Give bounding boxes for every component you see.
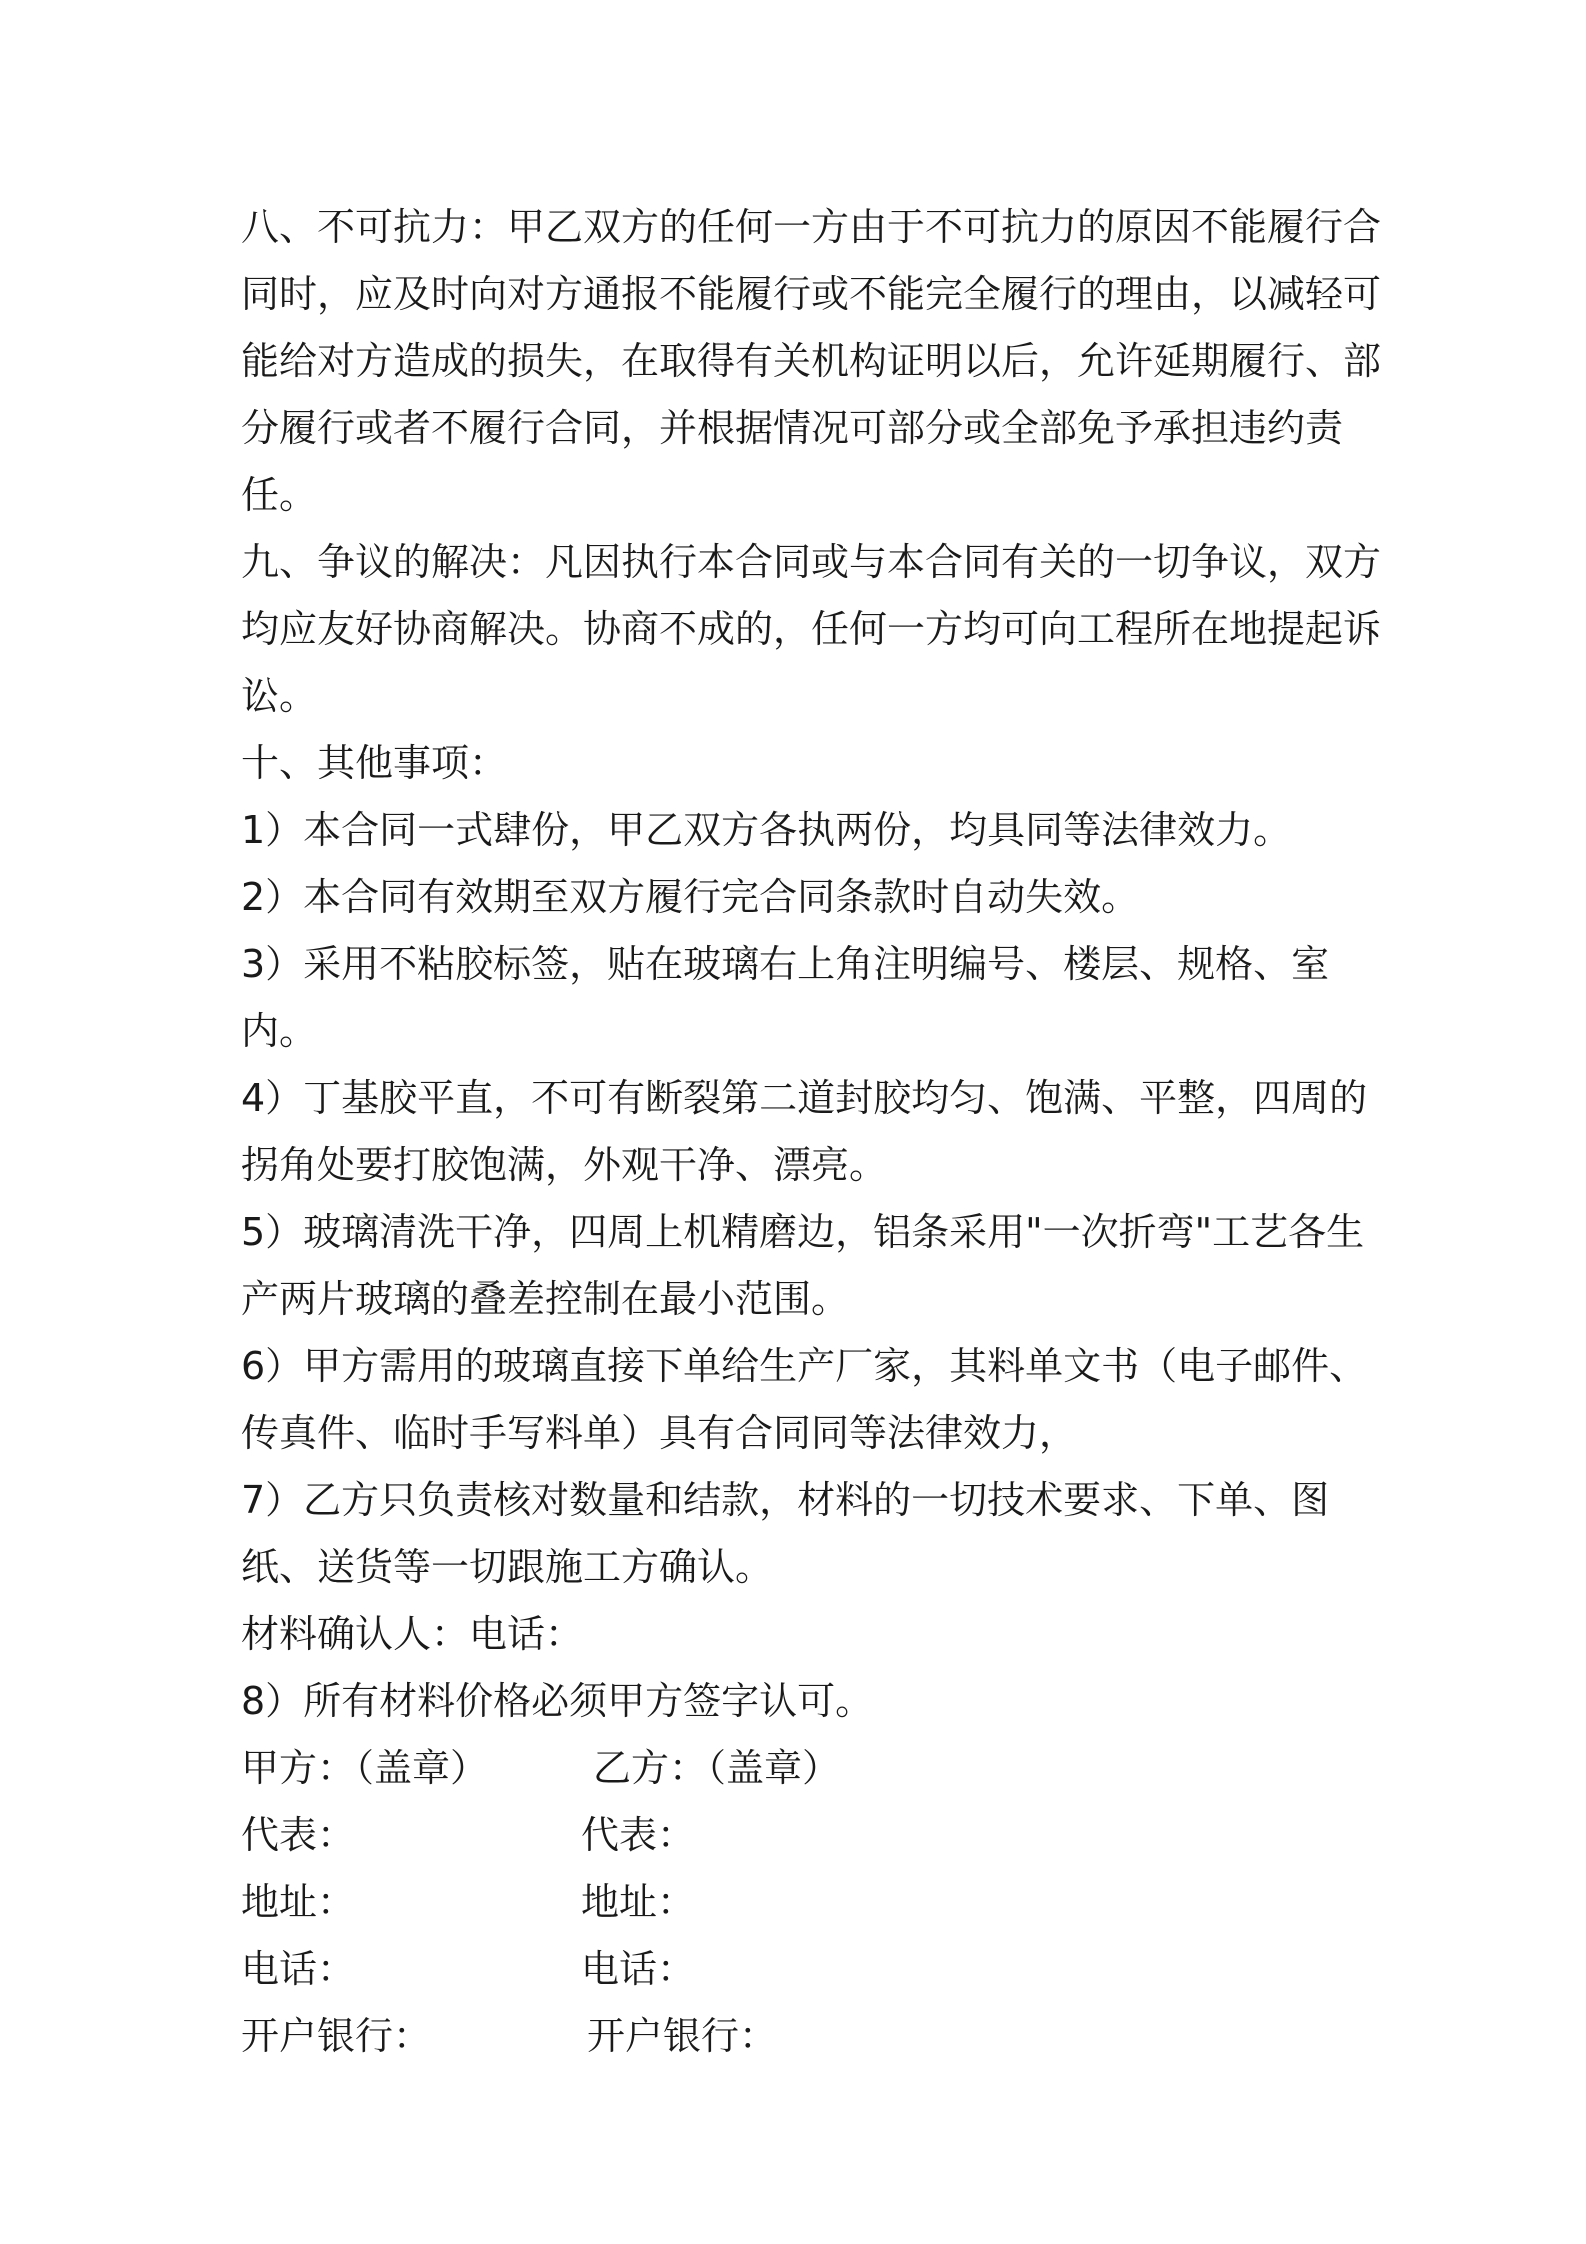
signature-seal-row: [241, 1735, 1381, 1802]
party-a-bank: 开户银行：: [241, 2014, 432, 2058]
clause-other-heading: 十、其他事项：: [241, 741, 508, 785]
item-1: 1）本合同一式肆份，甲乙双方各执两份，均具同等法律效力。: [241, 808, 1292, 852]
clause-force-majeure: 八、不可抗力：甲乙双方的任何一方由于不可抗力的原因不能履行合同时，应及时向对方通报不能履行或不能完全履行的理由，以减轻可能给对方造成的损失，在取得有关机构证明以后，允许延期履行、部分履行或者不履行合同，并根据情况可部分或全部免予承担违约责任。: [241, 205, 1382, 517]
item-8: 8）所有材料价格必须甲方签字认可。: [241, 1679, 874, 1723]
item-4: 4）丁基胶平直，不可有断裂第二道封胶均匀、饱满、平整，四周的拐角处要打胶饱满，外观干净、漂亮。: [241, 1076, 1368, 1187]
party-b-rep: 代表：: [581, 1813, 696, 1857]
clause-dispute: 九、争议的解决：凡因执行本合同或与本合同有关的一切争议，双方均应友好协商解决。协商不成的，任何一方均可向工程所在地提起诉讼。: [241, 540, 1382, 718]
signature-phone-row: [241, 1936, 1381, 2003]
item-6: 6）甲方需用的玻璃直接下单给生产厂家，其料单文书（电子邮件、传真件、临时手写料单）具有合同同等法律效力，: [241, 1344, 1368, 1455]
item-2: 2）本合同有效期至双方履行完合同条款时自动失效。: [241, 875, 1140, 919]
material-confirm: 材料确认人：电话：: [241, 1612, 584, 1656]
item-7: 7）乙方只负责核对数量和结款，材料的一切技术要求、下单、图纸、送货等一切跟施工方确认。: [241, 1478, 1330, 1589]
party-a-seal: 甲方：（盖章）: [241, 1746, 489, 1790]
signature-rep-row: [241, 1802, 1381, 1869]
party-b-address: 地址：: [581, 1880, 696, 1924]
signature-address-row: [241, 1869, 1381, 1936]
party-a-address: 地址：: [241, 1880, 356, 1924]
party-b-bank: 开户银行：: [587, 2014, 778, 2058]
signature-bank-row: [241, 2003, 1381, 2070]
party-b-seal: 乙方：（盖章）: [593, 1746, 841, 1790]
party-a-rep: 代表：: [241, 1813, 356, 1857]
item-3: 3）采用不粘胶标签，贴在玻璃右上角注明编号、楼层、规格、室内。: [241, 942, 1330, 1053]
item-5: 5）玻璃清洗干净，四周上机精磨边，铝条采用"一次折弯"工艺各生产两片玻璃的叠差控制在最小范围。: [241, 1210, 1365, 1321]
party-b-phone: 电话：: [581, 1947, 696, 1991]
party-a-phone: 电话：: [241, 1947, 356, 1991]
contract-page: [241, 194, 1381, 2070]
